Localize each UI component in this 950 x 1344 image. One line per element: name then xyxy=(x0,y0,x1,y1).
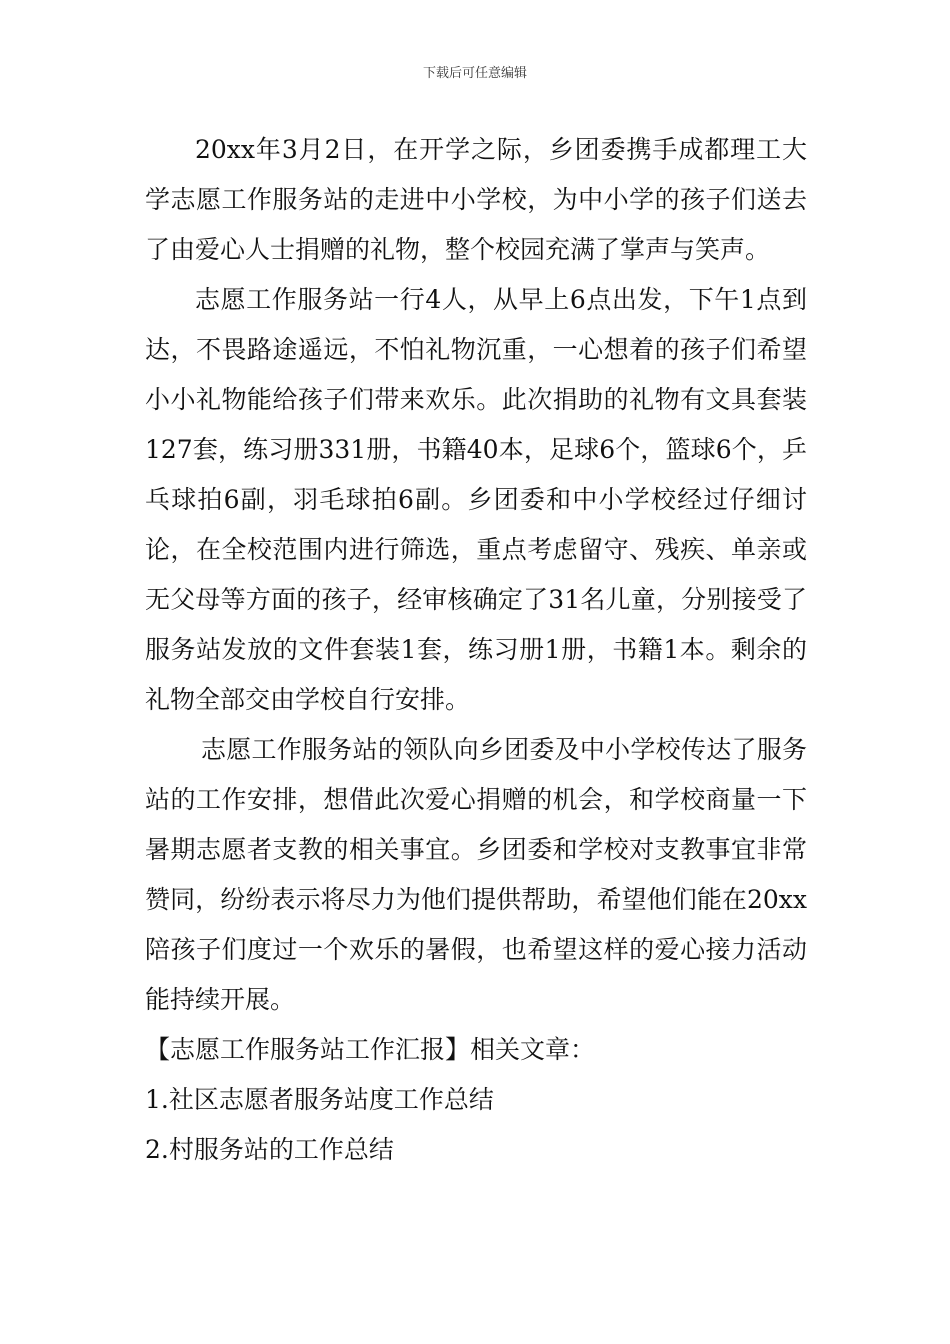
related-articles-heading: 【志愿工作服务站工作汇报】相关文章： xyxy=(145,1035,596,1064)
page-header: 下载后可任意编辑 xyxy=(422,66,527,81)
related-article-link-2[interactable]: 2.村服务站的工作总结 xyxy=(145,1135,394,1164)
paragraph-1: 20xx年3月2日，在开学之际，乡团委携手成都理工大学志愿工作服务站的走进中小学校，为中小学的孩子们送去了由爱心人士捐赠的礼物，整个校园充满了掌声与笑声。 xyxy=(145,135,807,264)
document-body xyxy=(145,125,807,1175)
related-article-link-1[interactable]: 1.社区志愿者服务站度工作总结 xyxy=(145,1085,494,1114)
paragraph-3: 志愿工作服务站的领队向乡团委及中小学校传达了服务站的工作安排，想借此次爱心捐赠的机会，和学校商量一下暑期志愿者支教的相关事宜。乡团委和学校对支教事宜非常赞同，纷纷表示将尽力为他们提供帮助，希望他们能在20xx陪孩子们度过一个欢乐的暑假，也希望这样的爱心接力活动能持续开展。 xyxy=(145,735,807,1014)
paragraph-2: 志愿工作服务站一行4人，从早上6点出发，下午1点到达，不畏路途遥远，不怕礼物沉重，一心想着的孩子们希望小小礼物能给孩子们带来欢乐。此次捐助的礼物有文具套装127套，练习册331册，书籍40本，足球6个，篮球6个，乒乓球拍6副，羽毛球拍6副。乡团委和中小学校经过仔细讨论，在全校范围内进行筛选，重点考虑留守、残疾、单亲或无父母等方面的孩子，经审核确定了31名儿童，分别接受了服务站发放的文件套装1套，练习册1册，书籍1本。剩余的礼物全部交由学校自行安排。 xyxy=(145,285,807,714)
